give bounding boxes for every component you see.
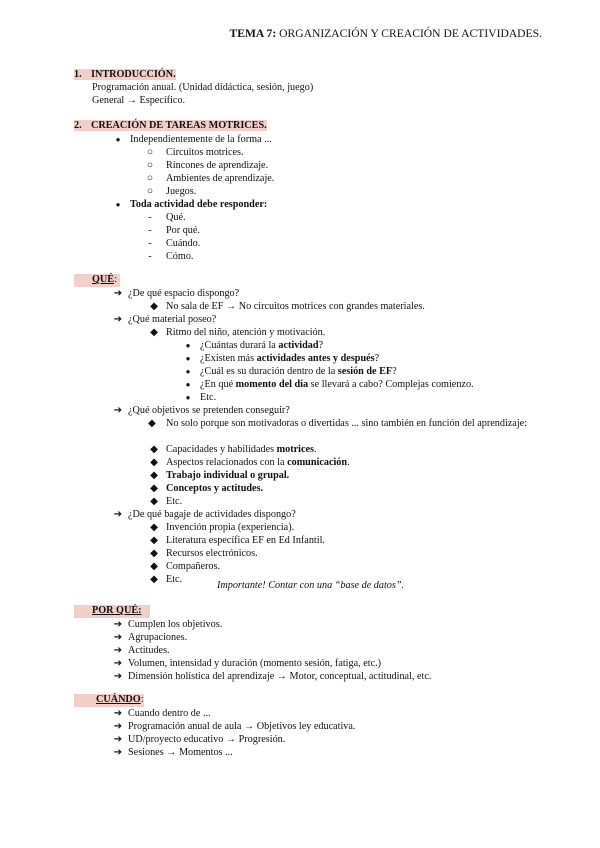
form-item: ○ Ambientes de aprendizaje.	[144, 173, 274, 186]
que-item: ◆ Invención propia (experiencia).	[148, 522, 294, 535]
diamond-icon: ◆	[150, 470, 158, 481]
diamond-icon: ◆	[150, 457, 158, 468]
porque-item: ➔ Actitudes.	[113, 645, 170, 656]
dash-icon: -	[148, 238, 152, 249]
arrow-icon: ➔	[113, 734, 123, 745]
title-text: ORGANIZACIÓN Y CREACIÓN DE ACTIVIDADES.	[276, 27, 542, 40]
que-subitem: ● ¿Cuál es su duración dentro de la sesión de EF?	[182, 366, 397, 379]
section-2-heading: 2. CREACIÓN DE TAREAS MOTRICES.	[74, 120, 267, 131]
form-item: ○ Circuitos motrices.	[144, 147, 244, 160]
bullet-icon: ●	[185, 393, 191, 402]
arrow-icon: ➔	[113, 619, 123, 630]
diamond-icon: ◆	[150, 444, 158, 455]
que-question: ➔ ¿Qué objetivos se pretenden conseguir?	[113, 405, 290, 416]
bullet-item: ● Toda actividad debe responder:	[112, 199, 267, 212]
que-item: ◆ Ritmo del niño, atención y motivación.	[148, 327, 325, 340]
arrow-icon: ➔	[113, 708, 123, 719]
diamond-icon: ◆	[148, 418, 156, 429]
cuando-item: ➔ UD/proyecto educativo → Progresión.	[113, 734, 286, 745]
cuando-item: ➔ Sesiones → Momentos ...	[113, 747, 233, 758]
que-item: ◆ No sala de EF → No circuitos motrices con grandes materiales.	[148, 301, 425, 314]
question-item: - Cómo.	[144, 251, 193, 264]
diamond-icon: ◆	[150, 561, 158, 572]
arrow-icon: ➔	[113, 314, 123, 325]
bullet-icon: ●	[115, 135, 121, 144]
arrow-icon: ➔	[113, 747, 123, 758]
question-item: - Cuándo.	[144, 238, 200, 251]
porque-heading: POR QUÉ:	[92, 605, 142, 616]
cuando-heading: CUÁNDO:	[96, 694, 144, 705]
que-item: ◆ Etc.	[148, 496, 182, 509]
bullet-icon: ●	[115, 200, 121, 209]
porque-item: ➔ Volumen, intensidad y duración (momento sesión, fatiga, etc.)	[113, 658, 382, 669]
arrow-icon: ➔	[113, 671, 123, 682]
que-question: ➔ ¿De qué espacio dispongo?	[113, 288, 240, 299]
form-item: ○ Rincones de aprendizaje.	[144, 160, 268, 173]
circle-icon: ○	[146, 147, 154, 158]
intro-line-2: General → Específico.	[92, 95, 186, 106]
que-item: ◆ Conceptos y actitudes.	[148, 483, 263, 496]
important-note: Importante! Contar con una “base de datos”.	[217, 580, 405, 591]
diamond-icon: ◆	[150, 535, 158, 546]
que-item: ◆ Capacidades y habilidades motrices.	[148, 444, 317, 457]
question-item: - Qué.	[144, 212, 186, 225]
porque-item: ➔ Agrupaciones.	[113, 632, 188, 643]
bullet-icon: ●	[185, 367, 191, 376]
form-item: ○ Juegos.	[144, 186, 196, 199]
que-item: ◆ Trabajo individual o grupal.	[148, 470, 289, 483]
porque-item: ➔ Dimensión holística del aprendizaje → Motor, conceptual, actitudinal, etc.	[113, 671, 432, 682]
diamond-icon: ◆	[150, 574, 158, 585]
bullet-item: ● Independientemente de la forma ...	[112, 134, 272, 147]
dash-icon: -	[148, 225, 152, 236]
arrow-icon: ➔	[113, 509, 123, 520]
que-subitem: ● ¿Existen más actividades antes y después?	[182, 353, 379, 366]
arrow-icon: ➔	[113, 632, 123, 643]
que-item: ◆ Etc.	[148, 574, 182, 587]
bullet-icon: ●	[185, 380, 191, 389]
intro-line-1: Programación anual. (Unidad didáctica, sesión, juego)	[92, 82, 314, 93]
arrow-icon: ➔	[113, 721, 123, 732]
diamond-icon: ◆	[150, 483, 158, 494]
circle-icon: ○	[146, 173, 154, 184]
diamond-icon: ◆	[150, 548, 158, 559]
que-subitem: ● ¿Cuántas durará la actividad?	[182, 340, 323, 353]
que-subitem: ● Etc.	[182, 392, 216, 405]
que-item: ◆ Literatura específica EF en Ed Infantil.	[148, 535, 325, 548]
diamond-icon: ◆	[150, 301, 158, 312]
dash-icon: -	[148, 212, 152, 223]
arrow-icon: ➔	[113, 645, 123, 656]
question-item: - Por qué.	[144, 225, 200, 238]
section-1-heading: 1. INTRODUCCIÓN.	[74, 69, 176, 80]
cuando-item: ➔ Cuando dentro de ...	[113, 708, 211, 719]
bullet-icon: ●	[185, 341, 191, 350]
document-title	[230, 27, 543, 40]
arrow-icon: ➔	[113, 405, 123, 416]
title-number: TEMA 7:	[229, 27, 277, 40]
circle-icon: ○	[146, 186, 154, 197]
que-item: ◆ Compañeros.	[148, 561, 220, 574]
dash-icon: -	[148, 251, 152, 262]
circle-icon: ○	[146, 160, 154, 171]
bullet-icon: ●	[185, 354, 191, 363]
que-item: ◆ Aspectos relacionados con la comunicación.	[148, 457, 350, 470]
que-question: ➔ ¿Qué material poseo?	[113, 314, 217, 325]
que-question: ➔ ¿De qué bagaje de actividades dispongo?	[113, 509, 296, 520]
que-objective-long: No solo porque son motivadoras o divertidas ... sino también en función del aprendizaje:	[166, 418, 528, 429]
que-subitem: ● ¿En qué momento del día se llevará a cabo? Complejas comienzo.	[182, 379, 474, 392]
diamond-icon: ◆	[150, 327, 158, 338]
diamond-icon: ◆	[150, 522, 158, 533]
diamond-icon: ◆	[150, 496, 158, 507]
que-item: ◆ Recursos electrónicos.	[148, 548, 258, 561]
porque-item: ➔ Cumplen los objetivos.	[113, 619, 223, 630]
que-heading: QUÉ:	[92, 274, 117, 285]
arrow-icon: ➔	[113, 288, 123, 299]
cuando-item: ➔ Programación anual de aula → Objetivos ley educativa.	[113, 721, 356, 732]
arrow-icon: ➔	[113, 658, 123, 669]
